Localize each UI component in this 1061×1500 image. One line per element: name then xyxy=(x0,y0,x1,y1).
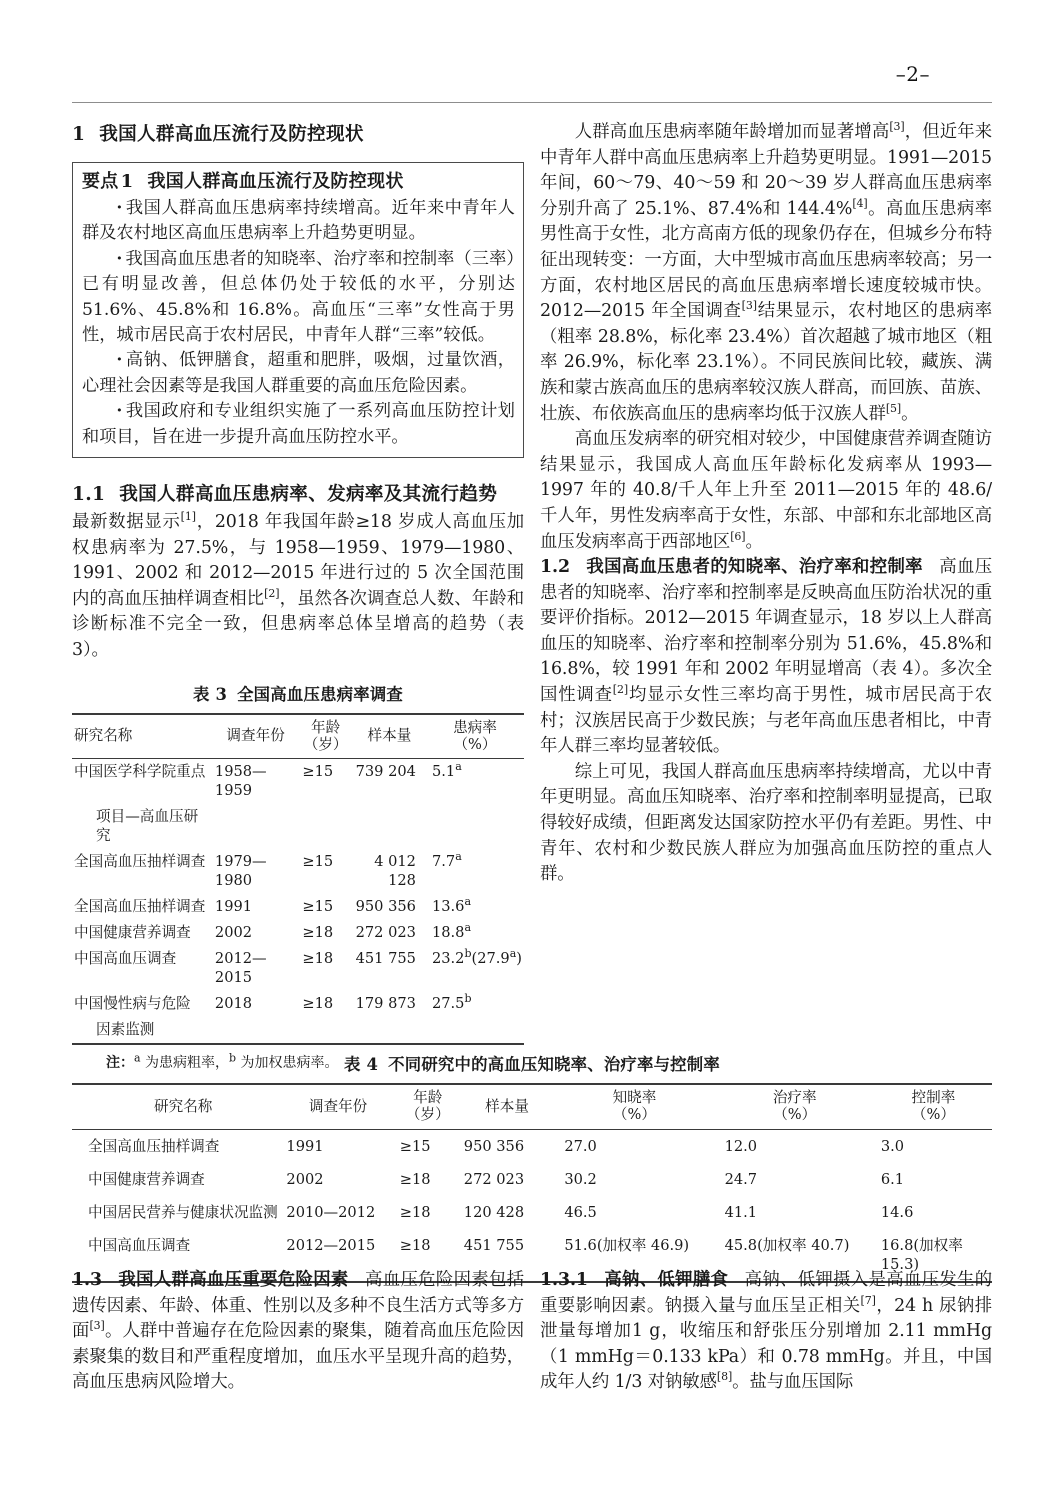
page-header xyxy=(72,62,992,104)
cell-survey-year: 2002 xyxy=(286,1171,324,1188)
cell-control: 6.1 xyxy=(880,1171,905,1188)
para-text: 高血压危险因素包括遗传因素、年龄、体重、性别以及多种不良生活方式等多方面 xyxy=(72,1270,524,1342)
reference-marker: [1] xyxy=(180,510,196,524)
paragraph-prevalence xyxy=(540,120,992,427)
table-row xyxy=(72,894,524,920)
cell-study-name-line2: 因素监测 xyxy=(96,1021,155,1039)
cell-treatment: 12.0 xyxy=(724,1138,758,1155)
cell-study-name: 中国健康营养调查 xyxy=(88,1171,205,1188)
cell-awareness: 46.5 xyxy=(564,1204,597,1221)
cell-study-name-line2: 项目—高血压研究 xyxy=(96,808,199,845)
subsection-number: 1.3.1 xyxy=(540,1270,588,1290)
para-text: 人群高血压患病率随年龄增加而显著增高 xyxy=(574,122,890,142)
right-column xyxy=(540,120,992,888)
para-text: ，虽然各次调查总人数、年龄和诊断标准不完全一致，但患病率总体呈增高的趋势（表 3）。 xyxy=(72,588,524,661)
table-3-header-row xyxy=(72,714,524,759)
cell-sample-size: 950 356 xyxy=(355,898,416,916)
table-row-continuation xyxy=(72,1017,524,1044)
col-header-age: 年龄 （岁） xyxy=(405,1089,450,1123)
table-3-wrapper xyxy=(72,682,524,1074)
reference-marker: [3] xyxy=(889,120,905,134)
key-point-item: · 我国高血压患者的知晓率、治疗率和控制率（三率）已有明显改善，但总体仍处于较低的水平，分别达 51.6%、45.8%和 16.8%。高血压“三率”女性高于男性，城市居民高于农村居民，中青年人群“三率”较低。 xyxy=(82,247,515,349)
table-3-title: 全国高血压患病率调查 xyxy=(237,684,403,704)
cell-prevalence: 27.5$^b$ xyxy=(431,992,472,1013)
reference-marker: [6] xyxy=(730,529,746,543)
table-4-number: 表 4 xyxy=(344,1055,379,1074)
cell-survey-year: 2018 xyxy=(214,995,253,1013)
cell-control: 16.8(加权率 15.3) xyxy=(880,1237,963,1273)
cell-sample-size: 120 428 xyxy=(463,1204,525,1221)
table-3 xyxy=(72,713,524,1045)
cell-age: ≥15 xyxy=(302,853,334,871)
subsection-title: 我国人群高血压重要危险因素 xyxy=(117,1270,349,1290)
subsection-number: 1.2 xyxy=(540,557,570,578)
table-3-head xyxy=(72,714,524,759)
col-header-study-name: 研究名称 xyxy=(154,1097,213,1115)
col-header-survey-year: 调查年份 xyxy=(226,727,285,745)
table-4-body xyxy=(72,1130,992,1283)
section-heading-1 xyxy=(72,120,524,150)
col-header-awareness: 知晓率 （%） xyxy=(612,1089,657,1123)
cell-awareness: 51.6(加权率 46.9) xyxy=(564,1237,690,1254)
table-row xyxy=(72,1196,992,1229)
para-text: 。 xyxy=(745,531,763,552)
reference-marker: [7] xyxy=(860,1293,876,1307)
subsection-title: 我国高血压患者的知晓率、治疗率和控制率 xyxy=(585,557,923,578)
paragraph-summary: 综上可见，我国人群高血压患病率持续增高，尤以中青年更明显。高血压知晓率、治疗率和控制率明显提高，已取得较好成绩，但距离发达国家防控水平仍有差距。男性、中青年、农村和少数民族人群应为加强高血压防控的重点人群。 xyxy=(540,761,992,885)
col-header-study-name: 研究名称 xyxy=(74,727,133,745)
table-4-header-row xyxy=(72,1084,992,1130)
cell-age: ≥18 xyxy=(302,995,334,1013)
table-row xyxy=(72,849,524,894)
cell-survey-year: 2012—2015 xyxy=(214,950,267,987)
para-text: 。高血压患病率男性高于女性，北方高南方低的现象仍存在，但城乡分布特征出现转变：一方面，大中型城市高血压患病率较高；另一方面，农村地区居民的高血压患病率增长速度较城市快。2012—2015 年全国调查 xyxy=(540,198,992,322)
key-point-item: · 我国政府和专业组织实施了一系列高血压防控计划和项目，旨在进一步提升高血压防控水平。 xyxy=(82,399,515,450)
table-row xyxy=(72,920,524,946)
cell-treatment: 41.1 xyxy=(724,1204,758,1221)
subsection-heading-1-1 xyxy=(72,480,524,510)
table-4-wrapper xyxy=(72,1052,992,1283)
cell-age: ≥18 xyxy=(399,1237,431,1254)
cell-control: 14.6 xyxy=(880,1204,914,1221)
cell-prevalence: 18.8$^a$ xyxy=(431,921,472,942)
cell-awareness: 27.0 xyxy=(564,1138,597,1155)
cell-study-name: 全国高血压抽样调查 xyxy=(74,898,206,916)
cell-survey-year: 1979—1980 xyxy=(214,853,267,890)
table-row-continuation xyxy=(72,804,524,849)
cell-age: ≥15 xyxy=(302,763,334,781)
section-title: 我国人群高血压流行及防控现状 xyxy=(99,124,364,145)
reference-marker: [2] xyxy=(612,683,629,697)
paragraph-1-1 xyxy=(72,510,524,664)
reference-marker: [8] xyxy=(716,1370,733,1384)
para-text: 结果显示，农村地区的患病率（粗率 28.8%，标化率 23.4%）首次超越了城市地区（粗率 26.9%，标化率 23.1%）。不同民族间比较，藏族、满族和蒙古族高血压的患病率较汉族人群高，而回族、苗族、壮族、布依族高血压的患病率均低于汉族人群 xyxy=(540,301,993,424)
table-4-title: 不同研究中的高血压知晓率、治疗率与控制率 xyxy=(388,1055,720,1074)
subsection-1-3 xyxy=(72,1268,524,1396)
cell-study-name: 中国居民营养与健康状况监测 xyxy=(88,1204,278,1221)
para-text: ，24 h 尿钠排泄量每增加1 g，收缩压和舒张压分别增加 2.11 mmHg（1 mmHg＝0.133 kPa）和 0.78 mmHg。并且，中国成年人约 1/3 对钠敏感 xyxy=(540,1295,992,1393)
cell-prevalence: 13.6$^a$ xyxy=(431,895,472,916)
cell-age: ≥15 xyxy=(399,1138,431,1155)
left-column xyxy=(72,120,524,1074)
col-header-survey-year: 调查年份 xyxy=(308,1097,368,1115)
paragraph-incidence xyxy=(540,427,992,555)
cell-study-name: 中国医学科学院重点 xyxy=(74,763,206,781)
table-4-head xyxy=(72,1084,992,1130)
cell-age: ≥18 xyxy=(302,924,334,942)
section-number: 1 xyxy=(72,124,86,145)
cell-sample-size: 272 023 xyxy=(355,924,416,942)
cell-survey-year: 2002 xyxy=(214,924,253,942)
subsection-title: 我国人群高血压患病率、发病率及其流行趋势 xyxy=(119,484,498,506)
cell-sample-size: 179 873 xyxy=(355,995,416,1013)
para-text: 高钠、低钾摄入是高血压发生的重要影响因素。钠摄入量与血压呈正相关 xyxy=(540,1270,992,1316)
cell-prevalence: 23.2$^b$(27.9$^a$) xyxy=(431,947,522,968)
col-header-sample-size: 样本量 xyxy=(485,1097,529,1115)
col-header-sample-size: 样本量 xyxy=(367,727,412,745)
reference-marker: [5] xyxy=(885,401,902,415)
reference-marker: [3] xyxy=(89,1319,105,1333)
key-points-heading-text: 我国人群高血压流行及防控现状 xyxy=(147,171,404,192)
cell-age: ≥15 xyxy=(302,898,334,916)
cell-age: ≥18 xyxy=(302,950,334,968)
cell-control: 3.0 xyxy=(880,1138,905,1155)
cell-sample-size: 4 012 128 xyxy=(374,853,416,890)
key-points-number: 1 xyxy=(120,171,134,192)
cell-sample-size: 272 023 xyxy=(463,1171,525,1188)
cell-survey-year: 1991 xyxy=(214,898,253,916)
key-points-label: 要点 xyxy=(82,171,119,192)
reference-marker: [3] xyxy=(741,299,757,313)
para-text: 高血压发病率的研究相对较少，中国健康营养调查随访结果显示，我国成人高血压年龄标化发病率从 1993—1997 年的 40.8/千人年上升至 2011—2015 年的 48.6/千人年，男性发病率高于女性，东部、中部和东北部地区高血压发病率高于西部地区 xyxy=(540,429,992,552)
cell-sample-size: 739 204 xyxy=(355,763,416,781)
table-3-number: 表 3 xyxy=(192,684,228,704)
cell-sample-size: 451 755 xyxy=(355,950,416,968)
col-header-prevalence: 患病率 （%） xyxy=(453,718,497,753)
cell-study-name: 中国高血压调查 xyxy=(74,950,177,968)
key-points-title xyxy=(82,168,515,195)
cell-study-name: 中国高血压调查 xyxy=(88,1237,191,1254)
para-text: 。盐与血压国际 xyxy=(732,1372,854,1393)
cell-treatment: 24.7 xyxy=(724,1171,758,1188)
table-3-caption xyxy=(72,682,524,708)
table-row xyxy=(72,1130,992,1164)
bottom-left-column xyxy=(72,1268,524,1396)
cell-treatment: 45.8(加权率 40.7) xyxy=(724,1237,850,1254)
para-text: 。人群中普遍存在危险因素的聚集，随着高血压危险因素聚集的数目和严重程度增加，血压水平呈现升高的趋势，高血压患病风险增大。 xyxy=(72,1321,524,1393)
cell-survey-year: 2010—2012 xyxy=(286,1204,376,1221)
col-header-control: 控制率 （%） xyxy=(911,1089,956,1123)
cell-study-name: 中国慢性病与危险 xyxy=(74,995,191,1013)
para-text: ，但近年来中青年人群中高血压患病率上升趋势更明显。1991—2015 年间，60～79、40～59 和 20～39 岁人群高血压患病率分别升高了 25.1%、87.4%和 144.4% xyxy=(540,122,992,219)
para-text: 高血压患者的知晓率、治疗率和控制率是反映高血压防治状况的重要评价指标。2012—2015 年调查显示，18 岁以上人群高血压的知晓率、治疗率和控制率分别为 51.6%，45.8%和 16.8%，较 1991 年和 2002 年明显增高（表 4）。多次全国性调查 xyxy=(540,557,993,706)
table-4-caption xyxy=(72,1052,992,1078)
reference-marker: [2] xyxy=(264,587,280,601)
cell-sample-size: 950 356 xyxy=(463,1138,525,1155)
key-point-item: · 我国人群高血压患病率持续增高。近年来中青年人群及农村地区高血压患病率上升趋势更明显。 xyxy=(82,196,515,247)
col-header-treatment: 治疗率 （%） xyxy=(772,1089,817,1123)
cell-awareness: 30.2 xyxy=(564,1171,597,1188)
col-header-age: 年龄 （岁） xyxy=(303,718,348,753)
cell-survey-year: 1958—1959 xyxy=(214,763,267,800)
table-row xyxy=(72,758,524,804)
cell-age: ≥18 xyxy=(399,1171,431,1188)
subsection-1-3-1 xyxy=(540,1268,992,1396)
table-row xyxy=(72,991,524,1017)
table-row xyxy=(72,946,524,991)
cell-prevalence: 5.1$^a$ xyxy=(431,760,462,781)
cell-study-name: 全国高血压抽样调查 xyxy=(88,1138,220,1155)
table-3-body xyxy=(72,758,524,1044)
header-divider xyxy=(72,102,992,103)
cell-age: ≥18 xyxy=(399,1204,431,1221)
cell-prevalence: 7.7$^a$ xyxy=(431,850,462,871)
table-3-note: 注：$^a$ 为患病粗率，$^b$ 为加权患病率。 xyxy=(106,1050,339,1071)
subsection-number: 1.3 xyxy=(72,1270,102,1290)
cell-sample-size: 451 755 xyxy=(463,1237,525,1254)
cell-survey-year: 1991 xyxy=(286,1138,324,1155)
cell-survey-year: 2012—2015 xyxy=(286,1237,376,1254)
page-number: –2– xyxy=(895,62,930,86)
key-points-box xyxy=(72,162,524,458)
subsection-number: 1.1 xyxy=(72,484,106,506)
para-text: 最新数据显示 xyxy=(72,512,181,533)
bottom-right-column xyxy=(540,1268,992,1396)
para-text: ，2018 年我国年龄≥18 岁成人高血压加权患病率为 27.5%，与 1958—1959、1979—1980、1991、2002 和 2012—2015 年进行过的 5 次全国范围内的高血压抽样调查相比 xyxy=(72,512,524,609)
para-text: 均显示女性三率均高于男性，城市居民高于农村；汉族居民高于少数民族；与老年高血压患者相比，中青年人群三率均显著较低。 xyxy=(540,685,992,757)
table-4 xyxy=(72,1083,992,1283)
subsection-1-2 xyxy=(540,555,992,760)
subsection-title: 高钠、低钾膳食 xyxy=(603,1270,729,1290)
cell-study-name: 全国高血压抽样调查 xyxy=(74,853,206,871)
table-row xyxy=(72,1163,992,1196)
cell-study-name: 中国健康营养调查 xyxy=(74,924,191,942)
reference-marker: [4] xyxy=(852,196,868,210)
key-point-item: · 高钠、低钾膳食，超重和肥胖，吸烟，过量饮酒，心理社会因素等是我国人群重要的高血压危险因素。 xyxy=(82,348,515,399)
para-text: 。 xyxy=(901,403,919,424)
